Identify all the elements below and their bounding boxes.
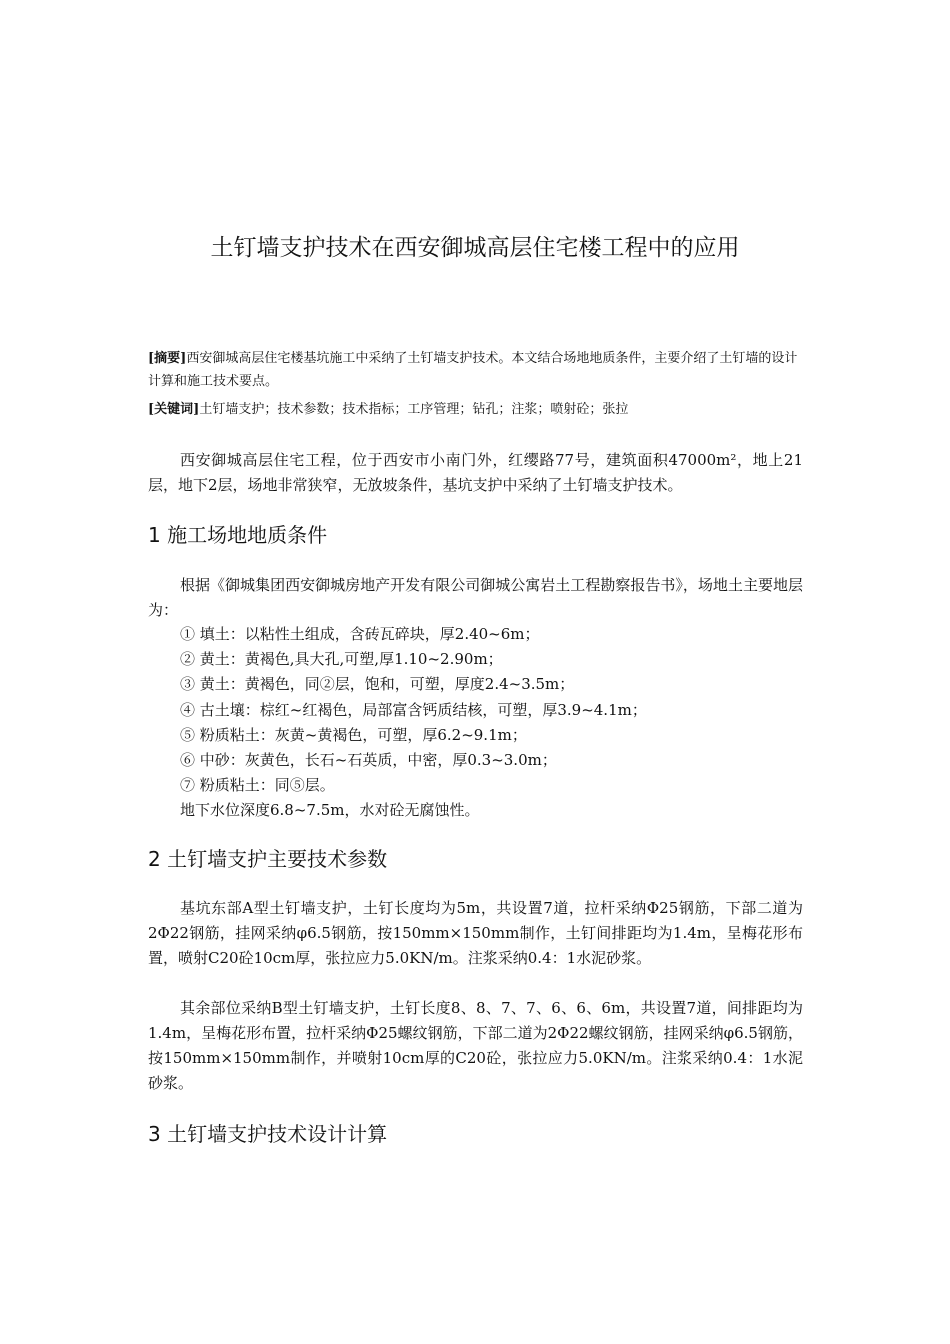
abstract-tag: [摘要]: [148, 351, 187, 366]
document-title: 土钉墙支护技术在西安御城高层住宅楼工程中的应用: [210, 235, 740, 261]
section-1-paragraph: 根据《御城集团西安御城房地产开发有限公司御城公寓岩土工程勘察报告书》，场地土主要地层为：: [148, 576, 803, 619]
section-2-paragraph-2: 其余部位采纳B型土钉墙支护，土钉长度8、8、7、7、6、6、6m，共设置7道，间排距均为1.4m，呈梅花形布置，拉杆采纳Φ25螺纹钢筋，下部二道为2Φ22螺纹钢筋，挂网采纳φ6.5钢筋，按150mm×150mm制作，并喷射10cm厚的C20砼，张拉应力5.0KN/m。注浆采纳0.4：1水泥砂浆。: [148, 999, 803, 1092]
list-item: ① 填土：以粘性土组成，含砖瓦碎块，厚2.40~6m；: [180, 625, 540, 643]
section-2-heading: 2 土钉墙支护主要技术参数: [148, 847, 388, 871]
keywords: [148, 398, 808, 421]
list-item: ② 黄土：黄褐色,具大孔,可塑,厚1.10~2.90m；: [180, 650, 503, 669]
keywords-text: 土钉墙支护；技术参数；技术指标；工序管理；钻孔；注浆；喷射砼；张拉: [199, 402, 629, 417]
abstract-text: 西安御城高层住宅楼基坑施工中采纳了土钉墙支护技术。本文结合场地地质条件，主要介绍了土钉墙的设计计算和施工技术要点。: [148, 351, 798, 389]
section-2-paragraph-1: 基坑东部A型土钉墙支护，土钉长度均为5m，共设置7道，拉杆采纳Φ25钢筋，下部二道为2Φ22钢筋，挂网采纳φ6.5钢筋，按150mm×150mm制作，土钉间排距均为1.4m，呈梅花形布置，喷射C20砼10cm厚，张拉应力5.0KN/m。注浆采纳0.4：1水泥砂浆。: [148, 899, 803, 967]
groundwater-note: 地下水位深度6.8~7.5m，水对砼无腐蚀性。: [180, 801, 480, 820]
keywords-tag: [关键词]: [148, 402, 200, 417]
list-item: ③ 黄土：黄褐色，同②层，饱和，可塑，厚度2.4~3.5m；: [180, 675, 575, 694]
list-item: ⑥ 中砂：灰黄色，长石~石英质，中密，厚0.3~3.0m；: [180, 751, 557, 770]
list-item: ⑤ 粉质粘土：灰黄~黄褐色，可塑，厚6.2~9.1m；: [180, 725, 527, 744]
list-item: ④ 古土壤：棕红~红褐色，局部富含钙质结核，可塑，厚3.9~4.1m；: [180, 700, 647, 719]
intro-paragraph: 西安御城高层住宅工程，位于西安市小南门外，红缨路77号，建筑面积47000m²，地上21层，地下2层，场地非常狭窄，无放坡条件，基坑支护中采纳了土钉墙支护技术。: [148, 451, 803, 494]
section-3-heading: 3 土钉墙支护技术设计计算: [148, 1122, 388, 1146]
section-1-heading: 1 施工场地地质条件: [148, 523, 328, 547]
soil-layer-list: [180, 622, 800, 824]
abstract: [148, 347, 808, 393]
list-item: ⑦ 粉质粘土：同⑤层。: [180, 776, 335, 795]
